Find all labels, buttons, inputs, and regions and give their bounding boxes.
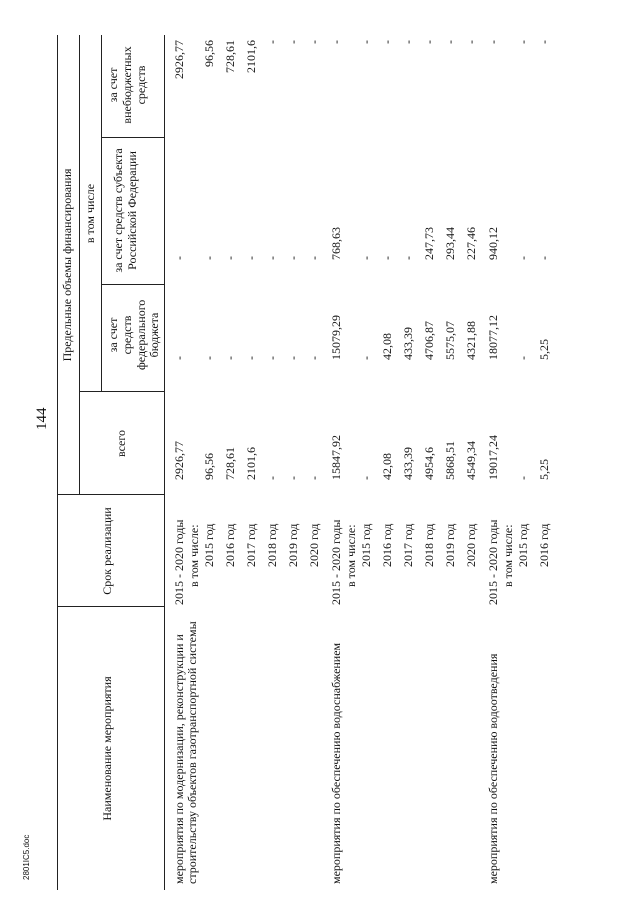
cell-name: мероприятия по обеспечению водоотведения bbox=[486, 653, 500, 884]
cell-federal: 15079,29 bbox=[329, 315, 343, 360]
cell-regional: - bbox=[537, 256, 551, 260]
cell-period: 2015 - 2020 годы bbox=[486, 519, 500, 605]
cell-extra: - bbox=[265, 40, 279, 44]
cell-federal: - bbox=[307, 356, 321, 360]
cell-period: в том числе: bbox=[187, 524, 201, 587]
cell-total: 42,08 bbox=[380, 453, 394, 480]
cell-total: - bbox=[307, 476, 321, 480]
cell-name: мероприятия по обеспечению водоснабжением bbox=[329, 642, 343, 884]
cell-extra: - bbox=[486, 40, 500, 44]
cell-extra: - bbox=[422, 40, 436, 44]
cell-period: в том числе: bbox=[501, 524, 515, 587]
cell-extra: - bbox=[307, 40, 321, 44]
cell-federal: - bbox=[516, 356, 530, 360]
cell-federal: - bbox=[172, 356, 186, 360]
cell-federal: - bbox=[244, 356, 258, 360]
cell-total: - bbox=[265, 476, 279, 480]
cell-federal: - bbox=[265, 356, 279, 360]
financing-table bbox=[57, 35, 640, 890]
header-name: Наименование мероприятия bbox=[100, 676, 114, 821]
cell-regional: 247,73 bbox=[422, 227, 436, 260]
cell-total: 4954,6 bbox=[422, 447, 436, 480]
header-federal: за счет средств федерального бюджета bbox=[106, 299, 162, 370]
cell-regional: 227,46 bbox=[464, 227, 478, 260]
header-divider-regional bbox=[101, 137, 165, 138]
including-underline bbox=[101, 35, 102, 392]
cell-federal: 4706,87 bbox=[422, 321, 436, 360]
cell-total: 2926,77 bbox=[172, 441, 186, 480]
cell-total: 15847,92 bbox=[329, 435, 343, 480]
cell-period: 2018 год bbox=[422, 523, 436, 567]
cell-extra: - bbox=[401, 40, 415, 44]
cell-federal: - bbox=[202, 356, 216, 360]
table-top-line bbox=[57, 35, 58, 890]
cell-extra: - bbox=[516, 40, 530, 44]
cell-period: 2015 год bbox=[359, 523, 373, 567]
cell-regional: 940,12 bbox=[486, 227, 500, 260]
cell-total: 4549,34 bbox=[464, 441, 478, 480]
cell-extra: 2101,6 bbox=[244, 40, 258, 73]
cell-period: 2016 год bbox=[380, 523, 394, 567]
cell-federal: 433,39 bbox=[401, 327, 415, 360]
header-period: Срок реализации bbox=[100, 507, 114, 595]
cell-regional: - bbox=[172, 256, 186, 260]
cell-total: 433,39 bbox=[401, 447, 415, 480]
cell-federal: 42,08 bbox=[380, 333, 394, 360]
cell-name: мероприятия по модернизации, реконструкции и строительству объектов газотранспортной системы bbox=[172, 621, 199, 884]
cell-extra: - bbox=[329, 40, 343, 44]
header-divider-federal bbox=[101, 284, 165, 285]
cell-extra: - bbox=[537, 40, 551, 44]
cell-extra: - bbox=[464, 40, 478, 44]
cell-period: 2015 год bbox=[516, 523, 530, 567]
header-limits: Предельные объемы финансирования bbox=[60, 168, 74, 362]
cell-federal: 5575,07 bbox=[443, 321, 457, 360]
cell-regional: - bbox=[516, 256, 530, 260]
cell-regional: - bbox=[202, 256, 216, 260]
cell-total: 728,61 bbox=[223, 447, 237, 480]
cell-extra: 96,56 bbox=[202, 40, 216, 67]
header-including: в том числе bbox=[83, 183, 97, 244]
header-bottom-line bbox=[164, 35, 165, 890]
cell-total: - bbox=[359, 476, 373, 480]
cell-federal: 4321,88 bbox=[464, 321, 478, 360]
cell-federal: 18077,12 bbox=[486, 315, 500, 360]
cell-regional: - bbox=[244, 256, 258, 260]
cell-period: 2018 год bbox=[265, 523, 279, 567]
cell-extra: 728,61 bbox=[223, 40, 237, 73]
cell-extra: - bbox=[443, 40, 457, 44]
cell-regional: 768,63 bbox=[329, 227, 343, 260]
cell-period: 2016 год bbox=[537, 523, 551, 567]
header-extra: за счет внебюджетных средств bbox=[106, 46, 148, 124]
cell-total: - bbox=[286, 476, 300, 480]
cell-total: 5,25 bbox=[537, 459, 551, 480]
cell-regional: - bbox=[401, 256, 415, 260]
cell-period: 2019 год bbox=[443, 523, 457, 567]
footer-filename: 2801IC5.doc bbox=[22, 834, 31, 880]
cell-regional: - bbox=[286, 256, 300, 260]
cell-federal: - bbox=[286, 356, 300, 360]
cell-extra: - bbox=[380, 40, 394, 44]
cell-regional: - bbox=[380, 256, 394, 260]
cell-federal: 5,25 bbox=[537, 339, 551, 360]
cell-period: 2015 год bbox=[202, 523, 216, 567]
header-total: всего bbox=[114, 429, 128, 458]
cell-period: 2016 год bbox=[223, 523, 237, 567]
limits-underline bbox=[79, 35, 80, 495]
cell-regional: - bbox=[359, 256, 373, 260]
cell-period: 2015 - 2020 годы bbox=[172, 519, 186, 605]
cell-period: 2017 год bbox=[401, 523, 415, 567]
cell-period: 2017 год bbox=[244, 523, 258, 567]
cell-total: 5868,51 bbox=[443, 441, 457, 480]
cell-regional: - bbox=[307, 256, 321, 260]
cell-period: 2020 год bbox=[464, 523, 478, 567]
cell-total: 96,56 bbox=[202, 453, 216, 480]
header-regional: за счет средств субъекта Российской Федерации bbox=[111, 148, 139, 273]
cell-federal: - bbox=[223, 356, 237, 360]
cell-total: - bbox=[516, 476, 530, 480]
cell-regional: 293,44 bbox=[443, 227, 457, 260]
cell-total: 19017,24 bbox=[486, 435, 500, 480]
cell-period: 2020 год bbox=[307, 523, 321, 567]
cell-extra: - bbox=[286, 40, 300, 44]
cell-regional: - bbox=[265, 256, 279, 260]
cell-period: в том числе: bbox=[344, 524, 358, 587]
cell-extra: 2926,77 bbox=[172, 40, 186, 79]
cell-period: 2019 год bbox=[286, 523, 300, 567]
page-number: 144 bbox=[34, 407, 50, 430]
cell-regional: - bbox=[223, 256, 237, 260]
cell-federal: - bbox=[359, 356, 373, 360]
cell-period: 2015 - 2020 годы bbox=[329, 519, 343, 605]
cell-total: 2101,6 bbox=[244, 447, 258, 480]
cell-extra: - bbox=[359, 40, 373, 44]
